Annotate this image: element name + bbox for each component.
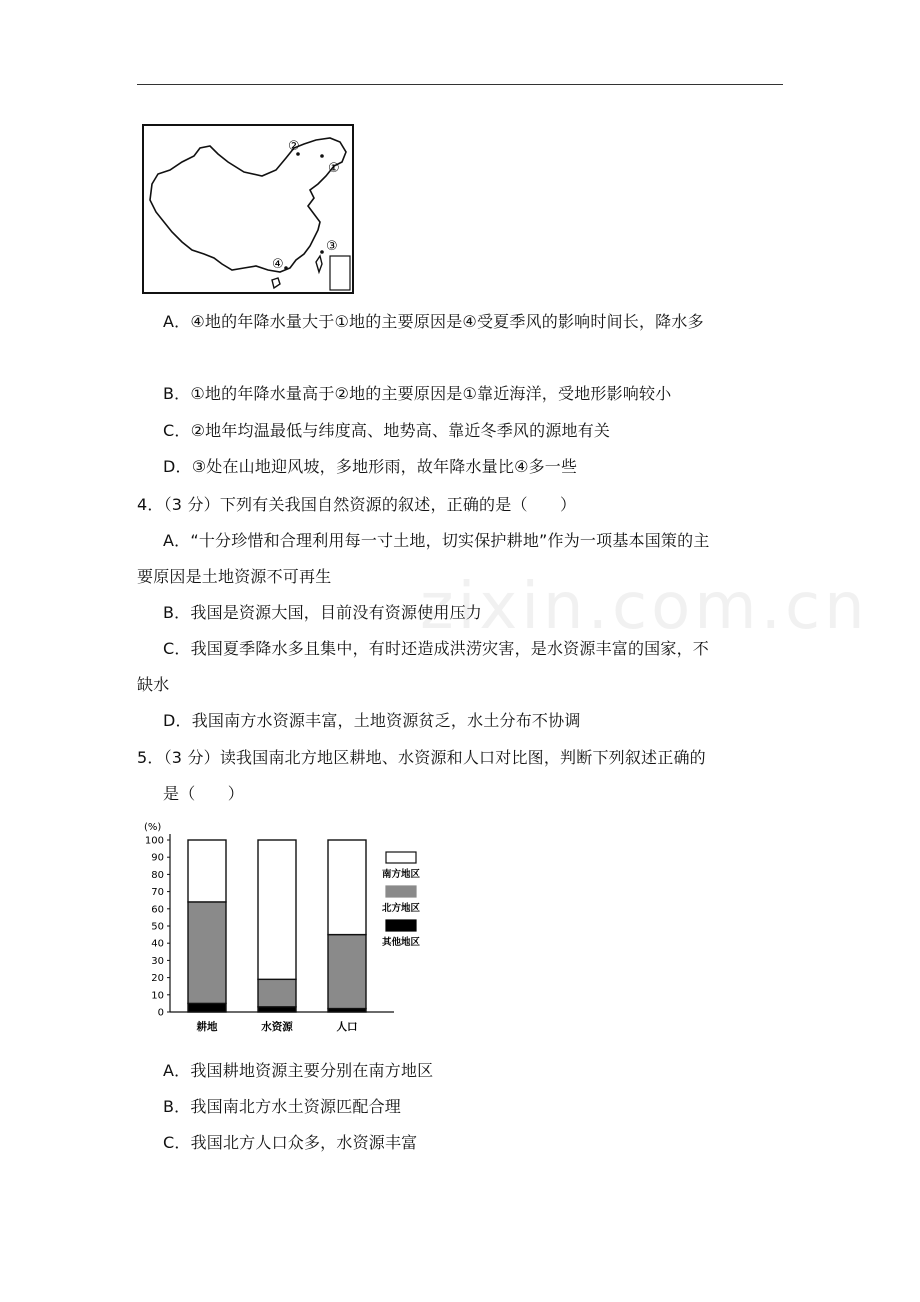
y-tick-label: 70 (151, 887, 164, 899)
q3-option-c: C．②地年均温最低与纬度高、地势高、靠近冬季风的源地有关 (163, 421, 611, 440)
y-tick-label: 40 (151, 938, 164, 950)
x-tick-label: 人口 (336, 1021, 358, 1033)
china-map (142, 124, 354, 294)
map-label-2: ② (288, 139, 300, 154)
legend-label: 其他地区 (381, 937, 421, 948)
y-tick-label: 80 (151, 869, 164, 881)
bar-segment (258, 840, 296, 979)
map-label-3: ③ (326, 239, 338, 254)
y-tick-label: 50 (151, 921, 164, 933)
q3-option-d: D．③处在山地迎风坡，多地形雨，故年降水量比④多一些 (163, 457, 578, 476)
header-rule (137, 84, 783, 85)
hainan-island (272, 278, 280, 288)
south-sea-inset (330, 256, 350, 290)
legend-swatch (386, 886, 416, 897)
q4-option-a: A．“十分珍惜和合理利用每一寸土地，切实保护耕地”作为一项基本国策的主 (163, 531, 710, 550)
bar-segment (188, 1003, 226, 1012)
y-tick-label: 60 (151, 904, 164, 916)
q5-option-b: B．我国南北方水土资源匹配合理 (163, 1097, 401, 1116)
q5-stem: 5．（3 分）读我国南北方地区耕地、水资源和人口对比图，判断下列叙述正确的 (137, 748, 706, 767)
bar-segment (258, 979, 296, 1007)
legend-label: 北方地区 (381, 903, 421, 914)
x-tick-label: 水资源 (261, 1021, 293, 1033)
q3-option-b: B．①地的年降水量高于②地的主要原因是①靠近海洋，受地形影响较小 (163, 384, 672, 403)
stacked-bar-chart (132, 818, 432, 1040)
taiwan-island (316, 256, 322, 272)
q4-option-b: B．我国是资源大国，目前没有资源使用压力 (163, 603, 482, 622)
q4-option-c-cont: 缺水 (137, 675, 170, 694)
bar-segment (188, 840, 226, 902)
y-tick-label: 30 (151, 955, 164, 967)
q4-option-c: C．我国夏季降水多且集中，有时还造成洪涝灾害，是水资源丰富的国家，不 (163, 639, 709, 658)
y-tick-label: 100 (144, 835, 164, 847)
china-outline (150, 138, 346, 272)
y-tick-label: 10 (151, 990, 164, 1002)
q4-option-a-cont: 要原因是土地资源不可再生 (137, 567, 332, 586)
y-tick-label: 20 (151, 973, 164, 985)
q4-stem: 4．（3 分）下列有关我国自然资源的叙述，正确的是（ ） (137, 495, 577, 514)
y-tick-label: 90 (151, 852, 164, 864)
resource-chart (132, 818, 432, 1044)
legend-label: 南方地区 (381, 869, 421, 880)
bar-segment (258, 1007, 296, 1012)
location-dot-1 (320, 154, 324, 158)
q5-option-c: C．我国北方人口众多，水资源丰富 (163, 1133, 418, 1152)
bar-segment (328, 935, 366, 1009)
china-outline-figure (144, 126, 352, 292)
y-tick-label: 0 (157, 1007, 164, 1019)
watermark: zixin.com.cn (420, 570, 869, 644)
location-dot-3 (320, 250, 324, 254)
q3-option-a: A．④地的年降水量大于①地的主要原因是④受夏季风的影响时间长，降水多 (163, 312, 704, 331)
x-tick-label: 耕地 (196, 1021, 218, 1033)
legend-swatch (386, 852, 416, 863)
legend-swatch (386, 920, 416, 931)
q4-option-d: D．我国南方水资源丰富，土地资源贫乏，水土分布不协调 (163, 711, 581, 730)
map-label-1: ① (328, 161, 340, 176)
y-axis-label: (%) (144, 822, 162, 833)
location-dot-4 (284, 266, 288, 270)
q5-option-a: A．我国耕地资源主要分别在南方地区 (163, 1061, 434, 1080)
bar-segment (188, 902, 226, 1003)
bar-segment (328, 840, 366, 935)
map-label-4: ④ (272, 257, 284, 272)
q5-stem-cont: 是（ ） (163, 784, 245, 803)
